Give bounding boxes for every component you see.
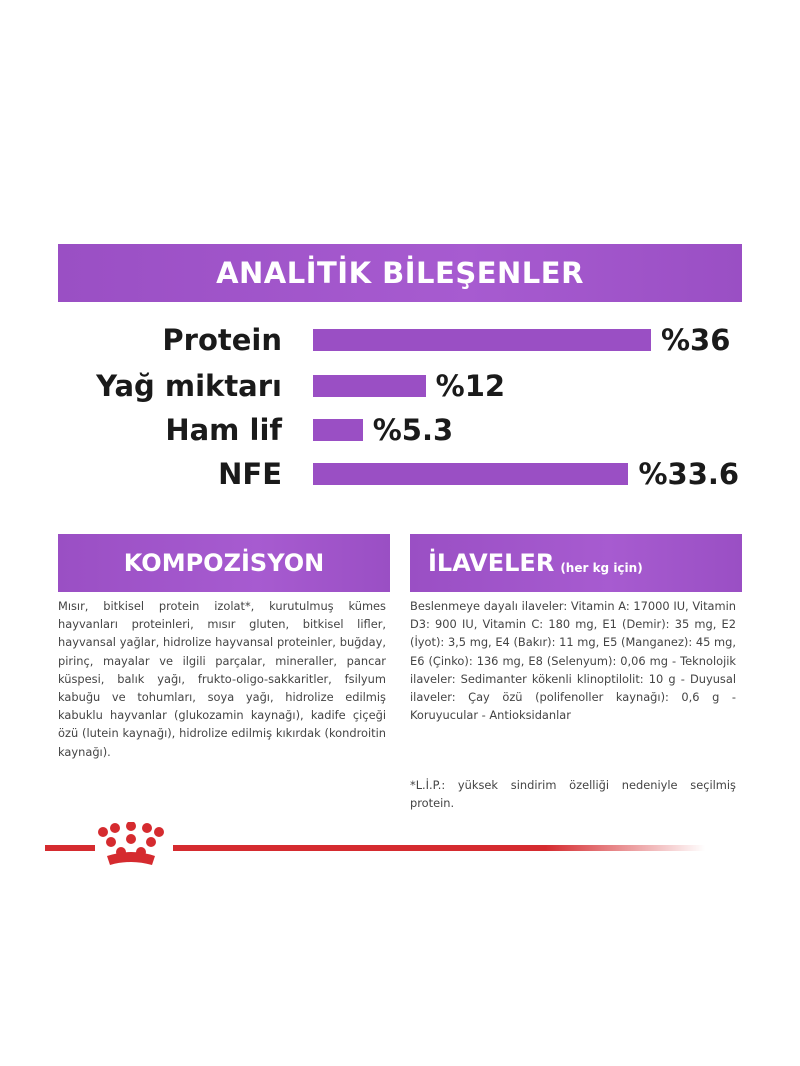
nutrient-row (0, 366, 800, 406)
nutrient-bar (313, 329, 651, 351)
nutrient-label: Ham lif (165, 413, 282, 447)
nutrient-value: %5.3 (372, 413, 454, 447)
analytic-banner (58, 244, 742, 302)
nutrient-bar (313, 419, 363, 441)
crown-icon (95, 822, 167, 868)
nutrient-value: %36 (661, 323, 731, 357)
nutrient-bar (313, 375, 426, 397)
additives-subtitle: (her kg için) (560, 561, 643, 575)
nutrient-row (0, 410, 800, 450)
composition-banner (58, 534, 390, 592)
nutrient-label: Yağ miktarı (96, 369, 282, 403)
footnote-text: *L.İ.P.: yüksek sindirim özelliği nedeniyle seçilmiş protein. (410, 778, 736, 811)
nutrient-value: %33.6 (638, 457, 740, 491)
composition-title: KOMPOZİSYON (123, 549, 325, 577)
additives-title: İLAVELER (428, 549, 555, 577)
nutrient-row (0, 320, 800, 360)
composition-text: Mısır, bitkisel protein izolat*, kurutulmuş kümes hayvanları proteinleri, mısır gluten, bitkisel lifler, hayvansal yağlar, hidrolize hayvansal proteinler, buğday, pirinç, mayalar ve ilgili parçalar, mineraller, pancar küspesi, balık yağı, frukto-oligo-sakkaritler, fsilyum kabuğu ve tohumları, soya yağı, hidrolize edilmiş kabuklu hayvanlar (glukozamin kaynağı), kadife çiçeği özü (lutein kaynağı), hidrolize edilmiş kıkırdak (kondroitin kaynağı). (58, 599, 386, 759)
nutrient-row (0, 454, 800, 494)
additives-text: Beslenmeye dayalı ilaveler: Vitamin A: 17000 IU, Vitamin D3: 900 IU, Vitamin C: 180 mg, E1 (Demir): 35 mg, E2 (İyot): 3,5 mg, E4 (Bakır): 11 mg, E5 (Manganez): 45 mg, E6 (Çinko): 136 mg, E8 (Selenyum): 0,06 mg - Teknolojik ilaveler: Sedimanter kökenli klinoptilolit: 10 g - Duyusal ilaveler: Çay özü (polifenoller kaynağı): 0,6 g - Koruyucular - Antioksidanlar (410, 599, 736, 723)
nutrient-bar (313, 463, 628, 485)
nutrient-value: %12 (435, 369, 506, 403)
brand-line-left (45, 845, 95, 851)
analytic-title: ANALİTİK BİLEŞENLER (216, 256, 584, 290)
brand-line-right (173, 845, 705, 851)
nutrient-label: Protein (162, 323, 282, 357)
nutrient-label: NFE (218, 457, 282, 491)
additives-banner (410, 534, 742, 592)
